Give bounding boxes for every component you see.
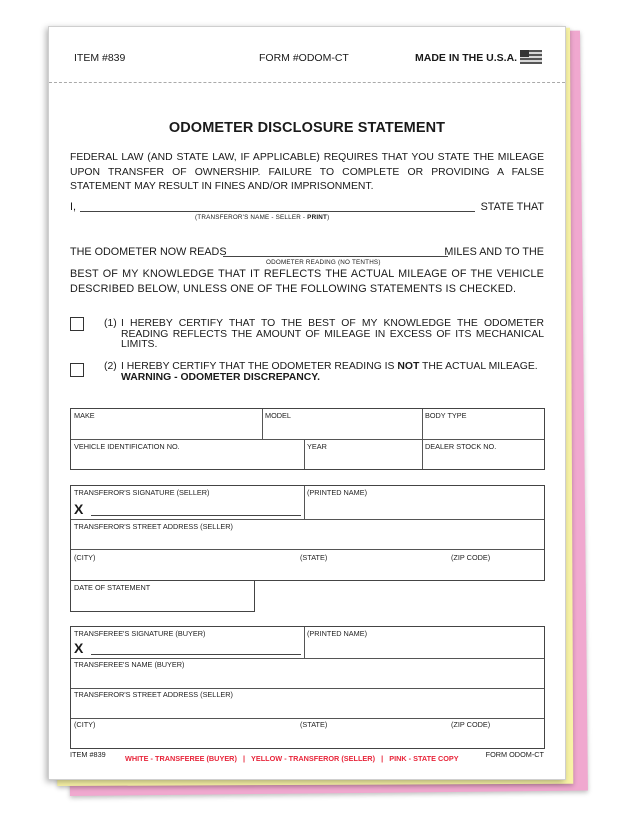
odometer-reading-caption: ODOMETER READING (NO TENTHS) — [266, 259, 381, 266]
statement-1: (1) I HEREBY CERTIFY THAT TO THE BEST OF MY KNOWLEDGE THE ODOMETER READING REFLECTS THE AMOUNT OF MILEAGE IN EXCESS OF ITS MECHANICAL LIMITS. — [104, 318, 544, 350]
name-suffix: STATE THAT — [480, 201, 544, 213]
date-of-statement-box — [70, 580, 255, 612]
footer-item-number: ITEM #839 — [70, 750, 106, 759]
date-of-statement-field[interactable]: DATE OF STATEMENT — [74, 583, 151, 592]
statement-2-checkbox[interactable] — [70, 363, 84, 377]
year-field[interactable]: YEAR — [307, 442, 327, 451]
header-item-number: ITEM #839 — [74, 52, 126, 64]
buyer-signature-label: TRANSFEREE'S SIGNATURE (BUYER) — [74, 629, 206, 638]
copy-distribution-legend: WHITE - TRANSFEREE (BUYER) | YELLOW - TRANSFEROR (SELLER) | PINK - STATE COPY — [125, 754, 459, 763]
vehicle-info-box — [70, 408, 545, 470]
seller-signature-field[interactable] — [91, 515, 301, 516]
seller-signature-label: TRANSFEROR'S SIGNATURE (SELLER) — [74, 488, 210, 497]
transferor-name-field[interactable] — [80, 201, 475, 212]
model-field[interactable]: MODEL — [265, 411, 291, 420]
name-prefix: I, — [70, 201, 76, 213]
footer-form-number: FORM ODOM-CT — [485, 750, 544, 759]
knowledge-statement: BEST OF MY KNOWLEDGE THAT IT REFLECTS THE ACTUAL MILEAGE OF THE VEHICLE DESCRIBED BELOW, UNLESS ONE OF THE FOLLOWING STATEMENTS IS CHECKED. — [70, 268, 544, 295]
statement-2: (2) I HEREBY CERTIFY THAT THE ODOMETER READING IS NOT THE ACTUAL MILEAGE. WARNING - ODOMETER DISCREPANCY. — [104, 361, 538, 383]
seller-info-box — [70, 485, 545, 581]
transferor-name-caption: (TRANSFEROR'S NAME - SELLER - PRINT) — [195, 214, 330, 221]
buyer-signature-field[interactable] — [91, 654, 301, 655]
seller-street-field[interactable]: TRANSFEROR'S STREET ADDRESS (SELLER) — [74, 522, 233, 531]
made-in-usa-label: MADE IN THE U.S.A. — [415, 52, 518, 64]
odometer-reading-row — [70, 246, 544, 266]
buyer-printed-name-field[interactable]: (PRINTED NAME) — [307, 629, 367, 638]
seller-printed-name-field[interactable]: (PRINTED NAME) — [307, 488, 367, 497]
buyer-city-field[interactable]: (CITY) — [74, 720, 96, 729]
vin-field[interactable]: VEHICLE IDENTIFICATION NO. — [74, 442, 180, 451]
transferor-name-row — [70, 201, 544, 221]
odometer-suffix: MILES AND TO THE — [444, 246, 544, 258]
seller-zip-field[interactable]: (ZIP CODE) — [451, 553, 491, 562]
body-type-field[interactable]: BODY TYPE — [425, 411, 467, 420]
federal-law-notice: FEDERAL LAW (AND STATE LAW, IF APPLICABLE) REQUIRES THAT YOU STATE THE MILEAGE UPON TRANSFER OF OWNERSHIP. FAILURE TO COMPLETE OR PROVIDING A FALSE STATEMENT MAY RESULT IN FINES AND/OR IMPRISONMENT. — [70, 152, 544, 192]
buyer-info-box — [70, 626, 545, 749]
header-form-number: FORM #ODOM-CT — [259, 52, 349, 64]
buyer-zip-field[interactable]: (ZIP CODE) — [451, 720, 491, 729]
dealer-stock-field[interactable]: DEALER STOCK NO. — [425, 442, 497, 451]
statement-1-checkbox[interactable] — [70, 317, 84, 331]
page-title: ODOMETER DISCLOSURE STATEMENT — [168, 120, 446, 136]
buyer-state-field[interactable]: (STATE) — [300, 720, 328, 729]
odometer-reading-field[interactable] — [223, 246, 448, 257]
odometer-prefix: THE ODOMETER NOW READS — [70, 246, 227, 258]
make-field[interactable]: MAKE — [74, 411, 95, 420]
perforation-line — [49, 82, 565, 83]
us-flag-icon — [520, 50, 542, 64]
white-form-sheet — [48, 26, 566, 780]
seller-x-mark: X — [74, 501, 84, 517]
seller-state-field[interactable]: (STATE) — [300, 553, 328, 562]
buyer-x-mark: X — [74, 640, 84, 656]
seller-city-field[interactable]: (CITY) — [74, 553, 96, 562]
buyer-name-field[interactable]: TRANSFEREE'S NAME (BUYER) — [74, 660, 185, 669]
buyer-street-field[interactable]: TRANSFEROR'S STREET ADDRESS (SELLER) — [74, 690, 233, 699]
odometer-warning: WARNING - ODOMETER DISCREPANCY. — [121, 371, 320, 383]
